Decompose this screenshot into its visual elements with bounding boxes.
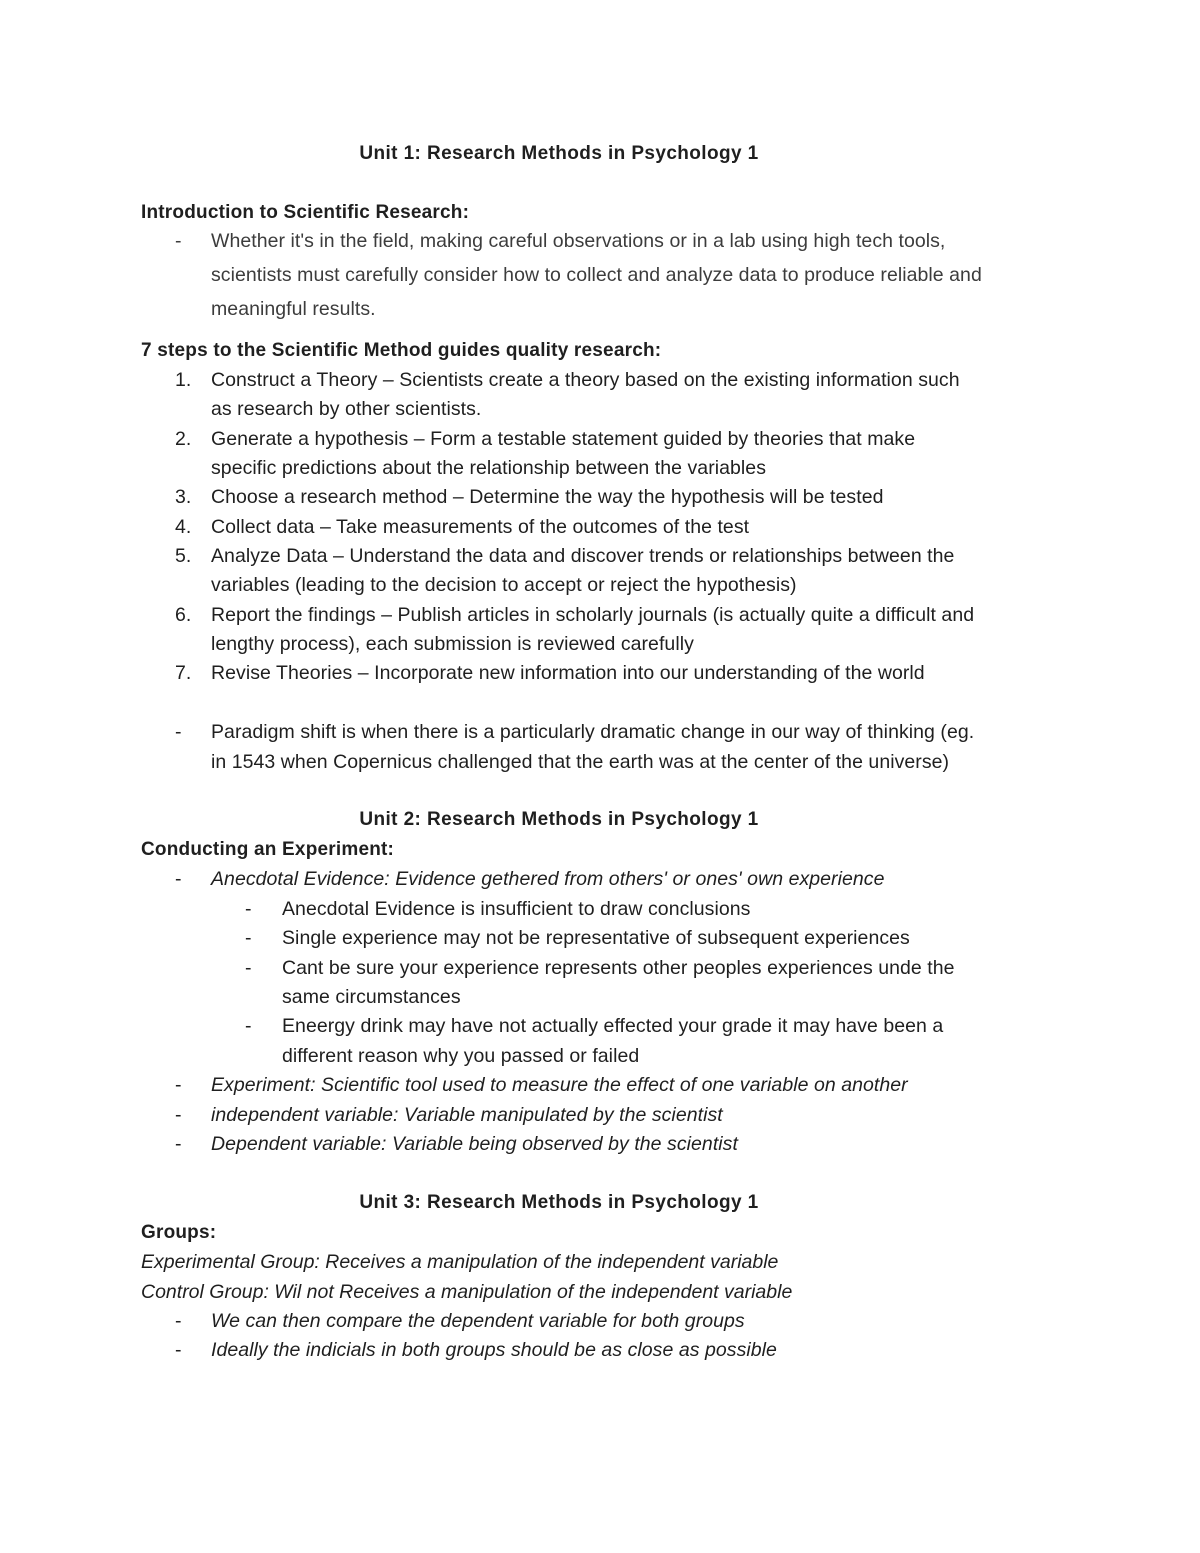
step-number: 4.	[175, 516, 192, 538]
step-line: Report the findings – Publish articles in scholarly journals (is actually quite a difficult and	[211, 604, 975, 626]
sub-item-line: Anecdotal Evidence is insufficient to draw conclusions	[282, 898, 751, 920]
sub-item-line: Eneergy drink may have not actually effected your grade it may have been a	[282, 1015, 944, 1037]
step-line: as research by other scientists.	[211, 398, 482, 420]
step-line: Construct a Theory – Scientists create a theory based on the existing information such	[211, 369, 960, 391]
bullet-dash: -	[175, 1074, 182, 1096]
experiment-heading: Conducting an Experiment:	[141, 839, 395, 860]
unit2-title: Unit 2: Research Methods in Psychology 1	[359, 809, 759, 830]
bullet-dash: -	[175, 1133, 182, 1155]
sub-item-line: different reason why you passed or failed	[282, 1045, 640, 1067]
step-line: specific predictions about the relationship between the variables	[211, 457, 767, 479]
definition-line: independent variable: Variable manipulated by the scientist	[211, 1104, 723, 1126]
step-number: 6.	[175, 604, 192, 626]
step-line: Analyze Data – Understand the data and discover trends or relationships between the	[211, 545, 955, 567]
intro-line: Whether it's in the field, making careful observations or in a lab using high tech tools,	[211, 230, 946, 252]
intro-line: meaningful results.	[211, 298, 376, 320]
sub-item-line: Cant be sure your experience represents other peoples experiences unde the	[282, 957, 955, 979]
step-line: Choose a research method – Determine the way the hypothesis will be tested	[211, 486, 884, 508]
bullet-dash: -	[245, 927, 252, 949]
anecdotal-definition: Anecdotal Evidence: Evidence gethered from others' or ones' own experience	[211, 868, 885, 890]
sub-item-line: same circumstances	[282, 986, 461, 1008]
bullet-dash: -	[175, 1310, 182, 1332]
step-number: 5.	[175, 545, 192, 567]
step-line: Revise Theories – Incorporate new information into our understanding of the world	[211, 662, 925, 684]
sub-item-line: Single experience may not be representative of subsequent experiences	[282, 927, 910, 949]
bullet-dash: -	[245, 957, 252, 979]
bullet-dash: -	[245, 898, 252, 920]
bullet-dash: -	[175, 230, 182, 252]
intro-line: scientists must carefully consider how to collect and analyze data to produce reliable and	[211, 264, 982, 286]
bullet-dash: -	[245, 1015, 252, 1037]
paradigm-line: Paradigm shift is when there is a particularly dramatic change in our way of thinking (eg.	[211, 721, 975, 743]
steps-heading: 7 steps to the Scientific Method guides quality research:	[141, 340, 662, 361]
unit3-title: Unit 3: Research Methods in Psychology 1	[359, 1192, 759, 1213]
step-number: 7.	[175, 662, 192, 684]
experimental-group: Experimental Group: Receives a manipulation of the independent variable	[141, 1251, 779, 1273]
paradigm-line: in 1543 when Copernicus challenged that the earth was at the center of the universe)	[211, 751, 950, 773]
step-line: lengthy process), each submission is reviewed carefully	[211, 633, 694, 655]
step-number: 3.	[175, 486, 192, 508]
unit1-title: Unit 1: Research Methods in Psychology 1	[359, 143, 759, 164]
step-line: Collect data – Take measurements of the outcomes of the test	[211, 516, 750, 538]
bullet-dash: -	[175, 868, 182, 890]
group-bullet: Ideally the indicials in both groups should be as close as possible	[211, 1339, 777, 1361]
groups-heading: Groups:	[141, 1222, 217, 1243]
group-bullet: We can then compare the dependent variable for both groups	[211, 1310, 745, 1332]
step-number: 2.	[175, 428, 192, 450]
bullet-dash: -	[175, 1339, 182, 1361]
bullet-dash: -	[175, 1104, 182, 1126]
intro-heading: Introduction to Scientific Research:	[141, 202, 470, 223]
step-line: variables (leading to the decision to accept or reject the hypothesis)	[211, 574, 797, 596]
bullet-dash: -	[175, 721, 182, 743]
definition-line: Experiment: Scientific tool used to measure the effect of one variable on another	[211, 1074, 908, 1096]
step-number: 1.	[175, 369, 192, 391]
step-line: Generate a hypothesis – Form a testable statement guided by theories that make	[211, 428, 916, 450]
definition-line: Dependent variable: Variable being observed by the scientist	[211, 1133, 738, 1155]
control-group: Control Group: Wil not Receives a manipulation of the independent variable	[141, 1281, 793, 1303]
